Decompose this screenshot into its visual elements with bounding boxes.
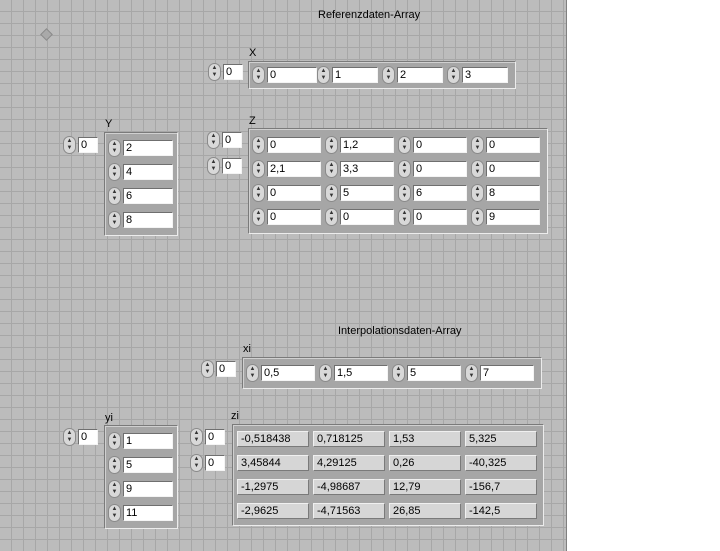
z-element-value[interactable]: 0 xyxy=(486,137,540,153)
yi-element-spinner-icon[interactable]: ▲ ▼ xyxy=(108,480,121,498)
y-element[interactable] xyxy=(108,211,173,229)
zi-array-frame xyxy=(232,424,544,526)
xi-element-value[interactable]: 0,5 xyxy=(261,365,315,381)
z-element-value[interactable]: 3,3 xyxy=(340,161,394,177)
yi-element[interactable] xyxy=(108,432,173,450)
z-element[interactable] xyxy=(471,184,540,202)
z-element-spinner-icon[interactable]: ▲ ▼ xyxy=(398,208,411,226)
xi-element[interactable] xyxy=(392,364,461,382)
zi-col-index-control[interactable] xyxy=(190,454,225,472)
z-element-value[interactable]: 1,2 xyxy=(340,137,394,153)
zi-row-index-spinner-icon[interactable]: ▲ ▼ xyxy=(190,428,203,446)
z-element-value[interactable]: 0 xyxy=(267,137,321,153)
z-element[interactable] xyxy=(398,160,467,178)
zi-element-value: -156,7 xyxy=(465,479,537,495)
zi-col-index-spinner-icon[interactable]: ▲ ▼ xyxy=(190,454,203,472)
z-element-value[interactable]: 0 xyxy=(413,137,467,153)
z-element-spinner-icon[interactable]: ▲ ▼ xyxy=(471,136,484,154)
zi-element-value: -4,98687 xyxy=(313,479,385,495)
x-element-spinner-icon[interactable]: ▲ ▼ xyxy=(447,66,460,84)
z-element-value[interactable]: 6 xyxy=(413,185,467,201)
y-element-value[interactable]: 8 xyxy=(123,212,173,228)
z-element-value[interactable]: 0 xyxy=(413,209,467,225)
zi-row-index-control[interactable] xyxy=(190,428,225,446)
z-element-spinner-icon[interactable]: ▲ ▼ xyxy=(325,136,338,154)
xi-array-label: xi xyxy=(243,343,251,355)
y-element-spinner-icon[interactable]: ▲ ▼ xyxy=(108,187,121,205)
yi-element-value[interactable]: 5 xyxy=(123,457,173,473)
z-element[interactable] xyxy=(252,208,321,226)
y-element-value[interactable]: 4 xyxy=(123,164,173,180)
z-element[interactable] xyxy=(398,208,467,226)
z-element-spinner-icon[interactable]: ▲ ▼ xyxy=(252,160,265,178)
z-element-spinner-icon[interactable]: ▲ ▼ xyxy=(325,160,338,178)
z-element-value[interactable]: 9 xyxy=(486,209,540,225)
zi-element-value: 26,85 xyxy=(389,503,461,519)
y-element-value[interactable]: 2 xyxy=(123,140,173,156)
y-index-spinner-icon[interactable]: ▲ ▼ xyxy=(63,136,76,154)
z-element-spinner-icon[interactable]: ▲ ▼ xyxy=(325,184,338,202)
yi-element[interactable] xyxy=(108,480,173,498)
xi-element[interactable] xyxy=(465,364,534,382)
z-element-value[interactable]: 0 xyxy=(413,161,467,177)
zi-element-value: -2,9625 xyxy=(237,503,309,519)
y-element-spinner-icon[interactable]: ▲ ▼ xyxy=(108,139,121,157)
z-element-spinner-icon[interactable]: ▲ ▼ xyxy=(252,208,265,226)
z-element-spinner-icon[interactable]: ▲ ▼ xyxy=(471,208,484,226)
y-element-spinner-icon[interactable]: ▲ ▼ xyxy=(108,211,121,229)
xi-element-value[interactable]: 1,5 xyxy=(334,365,388,381)
z-element-spinner-icon[interactable]: ▲ ▼ xyxy=(471,184,484,202)
x-element[interactable] xyxy=(382,66,443,84)
z-element-value[interactable]: 2,1 xyxy=(267,161,321,177)
z-array-frame xyxy=(248,128,548,234)
zi-element-value: 0,718125 xyxy=(313,431,385,447)
y-element[interactable] xyxy=(108,187,173,205)
x-element[interactable] xyxy=(317,66,378,84)
z-element-spinner-icon[interactable]: ▲ ▼ xyxy=(252,184,265,202)
z-col-index-spinner-icon[interactable]: ▲ ▼ xyxy=(207,157,220,175)
z-element-spinner-icon[interactable]: ▲ ▼ xyxy=(398,184,411,202)
zi-element-value: -1,2975 xyxy=(237,479,309,495)
x-array-label: X xyxy=(249,47,257,59)
y-element-value[interactable]: 6 xyxy=(123,188,173,204)
z-element[interactable] xyxy=(471,160,540,178)
xi-element-value[interactable]: 5 xyxy=(407,365,461,381)
z-element-spinner-icon[interactable]: ▲ ▼ xyxy=(325,208,338,226)
zi-element-value: 1,53 xyxy=(389,431,461,447)
yi-index-value[interactable]: 0 xyxy=(78,429,98,445)
z-element-spinner-icon[interactable]: ▲ ▼ xyxy=(471,160,484,178)
yi-index-spinner-icon[interactable]: ▲ ▼ xyxy=(63,428,76,446)
x-element-value[interactable]: 3 xyxy=(462,67,508,83)
y-array-label: Y xyxy=(105,118,113,130)
zi-element-value: 0,26 xyxy=(389,455,461,471)
z-element-value[interactable]: 8 xyxy=(486,185,540,201)
zi-element-value: -4,71563 xyxy=(313,503,385,519)
yi-element[interactable] xyxy=(108,456,173,474)
x-element-value[interactable]: 1 xyxy=(332,67,378,83)
z-element-value[interactable]: 0 xyxy=(267,185,321,201)
xi-array-frame xyxy=(242,357,542,389)
z-row-index-value[interactable]: 0 xyxy=(222,132,242,148)
z-element[interactable] xyxy=(325,208,394,226)
xi-element-spinner-icon[interactable]: ▲ ▼ xyxy=(465,364,478,382)
x-index-control[interactable] xyxy=(208,63,243,81)
y-index-value[interactable]: 0 xyxy=(78,137,98,153)
z-element[interactable] xyxy=(252,184,321,202)
zi-element-value: 5,325 xyxy=(465,431,537,447)
zi-element-value: -40,325 xyxy=(465,455,537,471)
xi-element-spinner-icon[interactable]: ▲ ▼ xyxy=(392,364,405,382)
y-index-control[interactable] xyxy=(63,136,98,154)
yi-element[interactable] xyxy=(108,504,173,522)
xi-element-value[interactable]: 7 xyxy=(480,365,534,381)
z-element[interactable] xyxy=(325,160,394,178)
z-element[interactable] xyxy=(398,136,467,154)
yi-element-value[interactable]: 9 xyxy=(123,481,173,497)
y-array-frame xyxy=(104,132,178,236)
referenzdaten-title: Referenzdaten-Array xyxy=(318,9,421,21)
x-element-spinner-icon[interactable]: ▲ ▼ xyxy=(252,66,265,84)
xi-index-spinner-icon[interactable]: ▲ ▼ xyxy=(201,360,214,378)
x-element[interactable] xyxy=(447,66,508,84)
x-index-spinner-icon[interactable]: ▲ ▼ xyxy=(208,63,221,81)
z-element-value[interactable]: 0 xyxy=(486,161,540,177)
x-element-spinner-icon[interactable]: ▲ ▼ xyxy=(382,66,395,84)
z-element-value[interactable]: 0 xyxy=(340,209,394,225)
yi-element-spinner-icon[interactable]: ▲ ▼ xyxy=(108,432,121,450)
y-element[interactable] xyxy=(108,163,173,181)
zi-element-value: 3,45844 xyxy=(237,455,309,471)
z-element-spinner-icon[interactable]: ▲ ▼ xyxy=(252,136,265,154)
z-element-spinner-icon[interactable]: ▲ ▼ xyxy=(398,136,411,154)
grid-origin-marker xyxy=(40,28,53,41)
zi-element-value: 12,79 xyxy=(389,479,461,495)
xi-index-value[interactable]: 0 xyxy=(216,361,236,377)
y-element-spinner-icon[interactable]: ▲ ▼ xyxy=(108,163,121,181)
z-element[interactable] xyxy=(471,208,540,226)
zi-element-value: -0,518438 xyxy=(237,431,309,447)
yi-element-value[interactable]: 11 xyxy=(123,505,173,521)
z-array-label: Z xyxy=(249,115,256,127)
z-row-index-control[interactable] xyxy=(207,131,242,149)
x-array-frame xyxy=(248,61,516,89)
z-element[interactable] xyxy=(471,136,540,154)
z-element-spinner-icon[interactable]: ▲ ▼ xyxy=(398,160,411,178)
z-col-index-value[interactable]: 0 xyxy=(222,158,242,174)
yi-array-label: yi xyxy=(105,412,113,424)
z-element[interactable] xyxy=(325,136,394,154)
yi-index-control[interactable] xyxy=(63,428,98,446)
xi-element-spinner-icon[interactable]: ▲ ▼ xyxy=(319,364,332,382)
z-element[interactable] xyxy=(325,184,394,202)
xi-element[interactable] xyxy=(246,364,315,382)
z-element[interactable] xyxy=(252,136,321,154)
z-col-index-control[interactable] xyxy=(207,157,242,175)
zi-col-index-value[interactable]: 0 xyxy=(205,455,225,471)
x-element-value[interactable]: 0 xyxy=(267,67,317,83)
zi-array-label: zi xyxy=(231,410,239,422)
z-element-value[interactable]: 0 xyxy=(267,209,321,225)
xi-index-control[interactable] xyxy=(201,360,236,378)
yi-element-value[interactable]: 1 xyxy=(123,433,173,449)
yi-element-spinner-icon[interactable]: ▲ ▼ xyxy=(108,456,121,474)
z-element-value[interactable]: 5 xyxy=(340,185,394,201)
z-element[interactable] xyxy=(252,160,321,178)
z-row-index-spinner-icon[interactable]: ▲ ▼ xyxy=(207,131,220,149)
z-element[interactable] xyxy=(398,184,467,202)
yi-array-frame xyxy=(104,425,178,529)
zi-row-index-value[interactable]: 0 xyxy=(205,429,225,445)
xi-element[interactable] xyxy=(319,364,388,382)
x-element-value[interactable]: 2 xyxy=(397,67,443,83)
zi-element-value: -142,5 xyxy=(465,503,537,519)
yi-element-spinner-icon[interactable]: ▲ ▼ xyxy=(108,504,121,522)
zi-element-value: 4,29125 xyxy=(313,455,385,471)
x-element-spinner-icon[interactable]: ▲ ▼ xyxy=(317,66,330,84)
y-element[interactable] xyxy=(108,139,173,157)
xi-element-spinner-icon[interactable]: ▲ ▼ xyxy=(246,364,259,382)
interpolationsdaten-title: Interpolationsdaten-Array xyxy=(338,325,462,337)
x-element[interactable] xyxy=(252,66,317,84)
x-index-value[interactable]: 0 xyxy=(223,64,243,80)
